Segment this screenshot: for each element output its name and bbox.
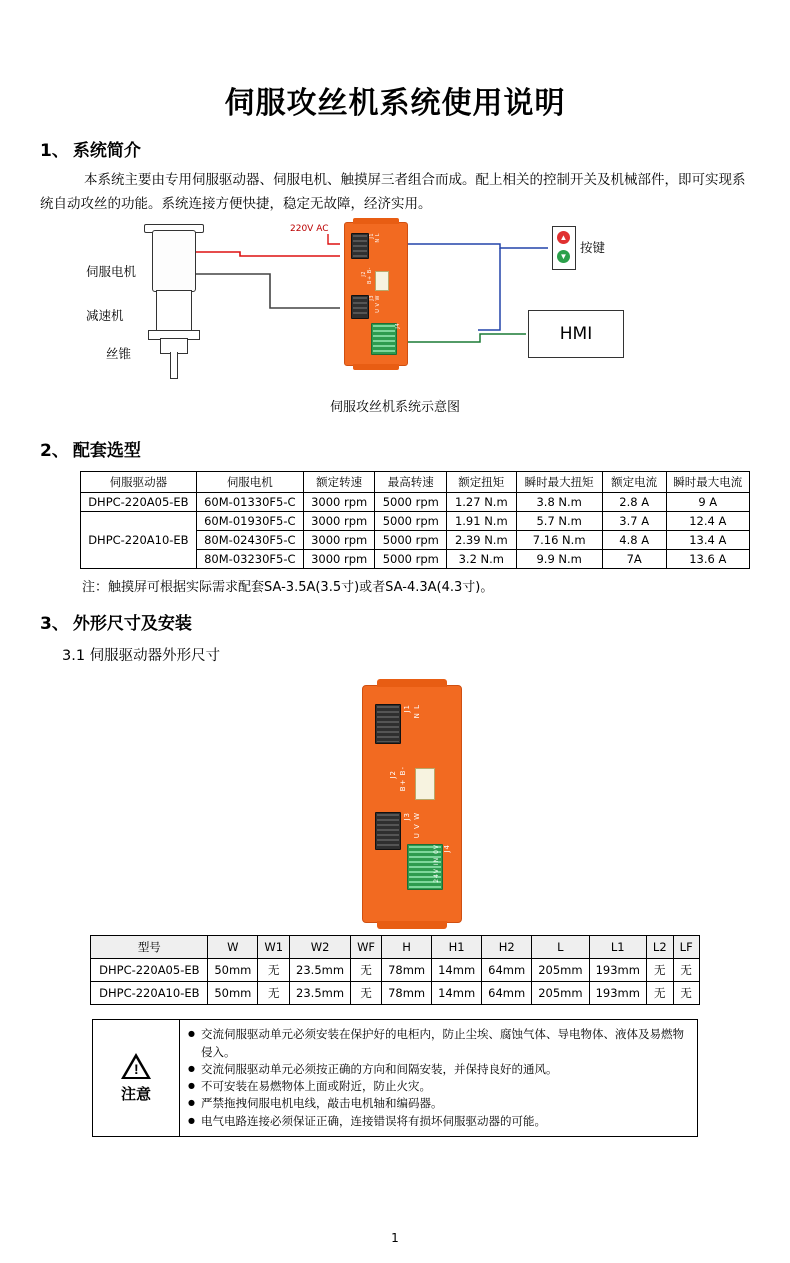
connector-j3 [375, 812, 401, 850]
drive2-bottom-tab [377, 921, 447, 929]
connector-j1 [351, 233, 369, 259]
label-button: 按键 [580, 240, 606, 256]
section-1-number: 1、 [40, 141, 69, 161]
button-panel[interactable] [552, 226, 576, 270]
drive-bottom-tab [353, 364, 399, 370]
col-model: 型号 [91, 936, 208, 959]
table-row [91, 982, 699, 1005]
table-header-row [81, 472, 750, 493]
label-j2-pins: B+ B- [367, 267, 373, 285]
cell-rated-current: 7A [602, 550, 666, 569]
label-servo-motor: 伺服电机 [86, 264, 137, 280]
section-3-title: 外形尺寸及安装 [72, 614, 192, 635]
cell-peak-torque: 9.9 N.m [516, 550, 602, 569]
cell-peak-torque: 7.16 N.m [516, 531, 602, 550]
label-power-220v: 220V AC [290, 224, 329, 235]
diagram-caption: 伺服攻丝机系统示意图 [329, 400, 460, 416]
cell-lf: 无 [673, 982, 699, 1005]
status-led-window [375, 271, 389, 291]
cell-peak-current: 9 A [666, 493, 749, 512]
cell-rated-current: 2.8 A [602, 493, 666, 512]
servo-motor-body [152, 230, 196, 292]
label-j2-pins: B+ B- [399, 766, 407, 792]
col-h2: H2 [482, 936, 532, 959]
tap-shaft [170, 352, 178, 379]
col-rated-current: 额定电流 [602, 472, 666, 493]
cell-wf: 无 [351, 959, 382, 982]
down-arrow-icon[interactable]: ▼ [557, 250, 570, 263]
connector-j1 [375, 704, 401, 744]
cell-l: 205mm [532, 982, 589, 1005]
label-j3-pins: U V W [413, 812, 421, 839]
cell-h: 78mm [382, 982, 432, 1005]
cell-h1: 14mm [432, 982, 482, 1005]
drive2-top-tab [377, 679, 447, 687]
cell-model: DHPC-220A05-EB [91, 959, 208, 982]
section-2-number: 2、 [40, 441, 69, 462]
hmi-box [528, 310, 624, 358]
section-3-heading [40, 609, 750, 634]
col-lf: LF [673, 936, 699, 959]
cell-rated-current: 4.8 A [602, 531, 666, 550]
col-l2: L2 [646, 936, 673, 959]
col-h: H [382, 936, 432, 959]
drive-dimension-illustration [40, 675, 750, 935]
caution-word: 注意 [120, 1084, 151, 1103]
col-peak-torque: 瞬时最大扭矩 [516, 472, 602, 493]
cell-max-speed: 5000 rpm [375, 550, 447, 569]
cell-h1: 14mm [432, 959, 482, 982]
section-1-title: 系统简介 [72, 141, 141, 161]
cell-drive: DHPC-220A05-EB [81, 493, 197, 512]
col-w2: W2 [290, 936, 351, 959]
cell-max-speed: 5000 rpm [375, 512, 447, 531]
drive-top-tab [353, 218, 399, 224]
table-row [91, 959, 699, 982]
cell-l2: 无 [646, 959, 673, 982]
cell-l2: 无 [646, 982, 673, 1005]
servo-drive-illustration [344, 222, 408, 366]
label-j1-pins: N L [413, 704, 421, 719]
label-j2: J2 [361, 271, 367, 277]
cell-motor: 80M-02430F5-C [196, 531, 303, 550]
col-l: L [532, 936, 589, 959]
cell-h2: 64mm [482, 959, 532, 982]
cell-h2: 64mm [482, 982, 532, 1005]
col-drive: 伺服驱动器 [81, 472, 197, 493]
cell-motor: 80M-03230F5-C [196, 550, 303, 569]
section-2-heading [40, 436, 750, 461]
table-row [81, 493, 750, 512]
cell-l1: 193mm [589, 959, 646, 982]
section-1-heading [40, 136, 750, 161]
table-row [81, 512, 750, 531]
label-j2: J2 [389, 770, 397, 779]
page-title: 伺服攻丝机系统使用说明 [224, 86, 566, 121]
cell-motor: 60M-01930F5-C [196, 512, 303, 531]
cell-rated-speed: 3000 rpm [303, 493, 375, 512]
cell-l1: 193mm [589, 982, 646, 1005]
cell-rated-torque: 1.91 N.m [447, 512, 516, 531]
label-j1: J1 [403, 704, 411, 713]
connector-j3 [351, 295, 369, 319]
col-w: W [208, 936, 258, 959]
cell-peak-current: 13.4 A [666, 531, 749, 550]
cell-w1: 无 [258, 959, 290, 982]
cell-peak-current: 12.4 A [666, 512, 749, 531]
section-2-title: 配套选型 [72, 441, 141, 462]
cell-peak-current: 13.6 A [666, 550, 749, 569]
connector-j4 [371, 323, 397, 355]
caution-box [92, 1019, 698, 1137]
col-max-speed: 最高转速 [375, 472, 447, 493]
label-j3-pins: U V W [375, 295, 381, 313]
col-wf: WF [351, 936, 382, 959]
cell-rated-speed: 3000 rpm [303, 531, 375, 550]
cell-h: 78mm [382, 959, 432, 982]
label-j1: J1 [369, 233, 375, 239]
cell-rated-speed: 3000 rpm [303, 550, 375, 569]
cell-w1: 无 [258, 982, 290, 1005]
caution-label [93, 1020, 180, 1136]
cell-l: 205mm [532, 959, 589, 982]
dimensions-table [90, 935, 699, 1005]
selection-note: 注：触摸屏可根据实际需求配套SA-3.5A(3.5寸)或者SA-4.3A(4.3寸)。 [82, 580, 494, 596]
cell-lf: 无 [673, 959, 699, 982]
cell-rated-speed: 3000 rpm [303, 512, 375, 531]
list-item: ● 不可安装在易燃物体上面或附近，防止火灾。 [188, 1078, 689, 1095]
cell-model: DHPC-220A10-EB [91, 982, 208, 1005]
cell-w: 50mm [208, 959, 258, 982]
list-item: ● 电气电路连接必须保证正确，连接错误将有损坏伺服驱动器的可能。 [188, 1113, 689, 1130]
label-j4: J4 [443, 844, 451, 853]
cell-rated-current: 3.7 A [602, 512, 666, 531]
warning-triangle-icon: ! [121, 1053, 151, 1079]
hmi-label: HMI [559, 324, 593, 345]
col-h1: H1 [432, 936, 482, 959]
cell-rated-torque: 3.2 N.m [447, 550, 516, 569]
label-j4-pins: 24V IN 0V [433, 844, 440, 883]
label-tap: 丝锥 [106, 346, 132, 362]
col-motor: 伺服电机 [196, 472, 303, 493]
cell-peak-torque: 5.7 N.m [516, 512, 602, 531]
caution-items [180, 1020, 697, 1136]
cell-drive: DHPC-220A10-EB [81, 512, 197, 569]
cell-max-speed: 5000 rpm [375, 493, 447, 512]
list-item: ● 交流伺服驱动单元必须安装在保护好的电柜内，防止尘埃、腐蚀气体、导电物体、液体及易燃物侵入。 [188, 1026, 689, 1061]
status-led-window [415, 768, 435, 800]
cell-motor: 60M-01330F5-C [196, 493, 303, 512]
label-j1-pins: N L [375, 233, 381, 243]
label-j3: J3 [403, 812, 411, 821]
label-gearbox: 减速机 [86, 308, 124, 324]
label-j3: J3 [369, 295, 375, 301]
list-item: ● 严禁拖拽伺服电机电线，敲击电机轴和编码器。 [188, 1095, 689, 1112]
section-3-subheading: 3.1 伺服驱动器外形尺寸 [62, 648, 221, 665]
col-rated-speed: 额定转速 [303, 472, 375, 493]
cell-max-speed: 5000 rpm [375, 531, 447, 550]
cell-w: 50mm [208, 982, 258, 1005]
cell-rated-torque: 2.39 N.m [447, 531, 516, 550]
col-w1: W1 [258, 936, 290, 959]
page-number: 1 [391, 1231, 399, 1245]
cell-peak-torque: 3.8 N.m [516, 493, 602, 512]
document-page [0, 78, 790, 1263]
cell-wf: 无 [351, 982, 382, 1005]
system-diagram [40, 222, 750, 422]
label-j4: J4 [395, 323, 401, 329]
selection-table [80, 471, 750, 569]
col-l1: L1 [589, 936, 646, 959]
cell-w2: 23.5mm [290, 982, 351, 1005]
table-header-row [91, 936, 699, 959]
section-3-number: 3、 [40, 614, 69, 635]
col-rated-torque: 额定扭矩 [447, 472, 516, 493]
servo-drive-front-view [362, 685, 462, 923]
cell-w2: 23.5mm [290, 959, 351, 982]
list-item: ● 交流伺服驱动单元必须按正确的方向和间隔安装，并保持良好的通风。 [188, 1061, 689, 1078]
gearbox-body [156, 290, 192, 332]
section-1-paragraph: 本系统主要由专用伺服驱动器、伺服电机、触摸屏三者组合而成。配上相关的控制开关及机械部件，即可实现系统自动攻丝的功能。系统连接方便快捷，稳定无故障，经济实用。 [40, 172, 746, 212]
cell-rated-torque: 1.27 N.m [447, 493, 516, 512]
col-peak-current: 瞬时最大电流 [666, 472, 749, 493]
up-arrow-icon[interactable]: ▲ [557, 231, 570, 244]
